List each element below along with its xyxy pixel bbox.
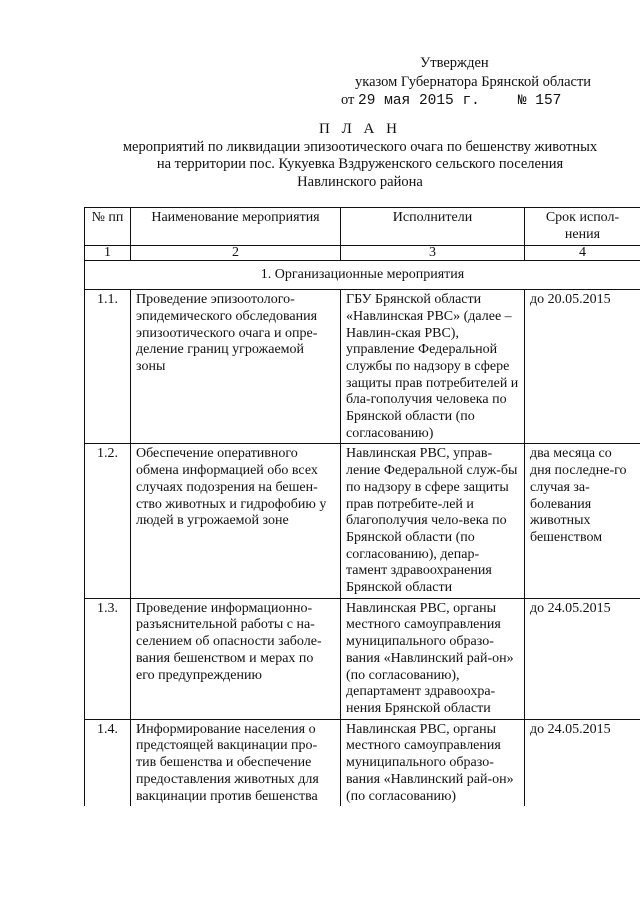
- column-numbers-row: [85, 246, 640, 261]
- approval-stamp: [341, 54, 591, 111]
- row-deadline: два месяца со дня последне-го случая за-болевания животных бешенством: [525, 444, 640, 598]
- document-title: [60, 121, 640, 191]
- title-line-1: мероприятий по ликвидации эпизоотического очага по бешенству животных: [122, 138, 598, 155]
- row-deadline: до 20.05.2015: [525, 290, 640, 444]
- row-executors: ГБУ Брянской области «Навлинская РВС» (далее – Навлин-ская РВС), управление Федеральной службы по надзору в сфере защиты прав потребителей и бла-гополучия человека по Брянской области (по согласованию): [341, 290, 525, 444]
- approval-number: № 157: [517, 93, 562, 109]
- header-deadline: Срок испол-нения: [525, 208, 640, 246]
- approval-date: 29 мая 2015 г.: [358, 93, 480, 109]
- row-deadline: до 24.05.2015: [525, 598, 640, 719]
- plan-table: [84, 207, 640, 806]
- approval-prefix: от: [341, 92, 355, 108]
- column-number: 2: [131, 246, 341, 261]
- header-name: Наименование мероприятия: [131, 208, 341, 246]
- approval-line-1: Утвержден: [420, 55, 489, 71]
- row-name: Проведение информационно-разъяснительной работы с на-селением об опасности заболе-вания бешенством и мерах по его предупреждению: [131, 598, 341, 719]
- row-deadline: до 24.05.2015: [525, 719, 640, 806]
- table-row: [85, 598, 640, 719]
- title-line-2: на территории пос. Кукуевка Вздруженского сельского поселения: [156, 156, 564, 172]
- row-executors: Навлинская РВС, органы местного самоуправления муниципального образо-вания «Навлинский рай-он» (по согласованию), департамент здравоохра-нения Брянской области: [341, 598, 525, 719]
- table-row: [85, 444, 640, 598]
- row-number: 1.4.: [85, 719, 131, 806]
- table-header-row: [85, 208, 640, 246]
- header-executors: Исполнители: [341, 208, 525, 246]
- row-number: 1.3.: [85, 598, 131, 719]
- column-number: 1: [85, 246, 131, 261]
- column-number: 3: [341, 246, 525, 261]
- section-title: 1. Организационные мероприятия: [85, 261, 640, 290]
- row-name: Информирование населения о предстоящей вакцинации про-тив бешенства и обеспечение предоставления животных для вакцинации против бешенства: [131, 719, 341, 806]
- approval-line-2: указом Губернатора Брянской области: [355, 73, 592, 90]
- column-number: 4: [525, 246, 640, 261]
- table-row: [85, 290, 640, 444]
- title-line-3: Навлинского района: [297, 173, 423, 190]
- approval-line-3: [341, 91, 591, 111]
- section-row: [85, 261, 640, 290]
- row-name: Обеспечение оперативного обмена информацией обо всех случаях подозрения на бешен-ство животных и гидрофобию у людей в угрожаемой зоне: [131, 444, 341, 598]
- row-name: Проведение эпизоотолого-эпидемического обследования эпизоотического очага и опре-деление границ угрожаемой зоны: [131, 290, 341, 444]
- header-number: № пп: [85, 208, 131, 246]
- row-executors: Навлинская РВС, управ-ление Федеральной служ-бы по надзору в сфере защиты прав потребите-лей и благополучия чело-века по Брянской области (по согласованию), депар-тамент здравоохранения Брянской области: [341, 444, 525, 598]
- plan-heading: П Л А Н: [319, 121, 401, 137]
- row-number: 1.1.: [85, 290, 131, 444]
- table-row: [85, 719, 640, 806]
- row-executors: Навлинская РВС, органы местного самоуправления муниципального образо-вания «Навлинский рай-он» (по согласованию): [341, 719, 525, 806]
- row-number: 1.2.: [85, 444, 131, 598]
